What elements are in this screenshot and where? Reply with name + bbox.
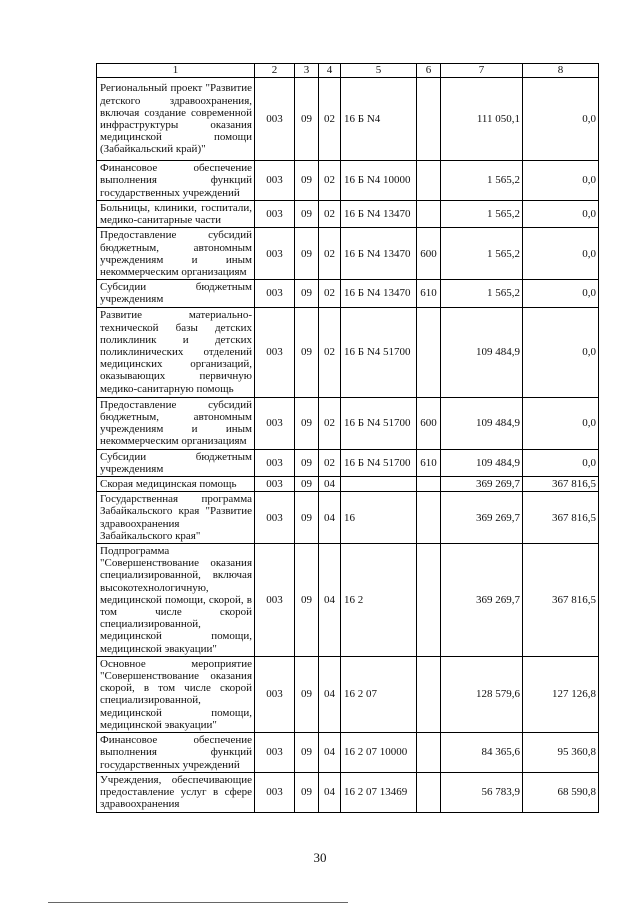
row-name: Подпрограмма "Совершенствование оказания специализированной, включая высокотехнологичную, медицинской помощи, скорой, в том числе скорой специализированной, медицинской помощи, медицинской эвакуации" (97, 544, 255, 657)
row-target-code (341, 477, 417, 492)
row-section: 09 (295, 733, 319, 773)
page-number: 30 (313, 850, 327, 865)
row-section: 09 (295, 307, 319, 397)
row-expense-type (417, 544, 441, 657)
row-target-code: 16 Б N4 13470 (341, 280, 417, 307)
row-section: 09 (295, 78, 319, 161)
header-col-5: 5 (341, 64, 417, 78)
row-amount-1: 369 269,7 (441, 477, 523, 492)
header-col-1: 1 (97, 64, 255, 78)
row-target-code: 16 2 07 13469 (341, 772, 417, 812)
row-expense-type: 610 (417, 280, 441, 307)
row-admin-code: 003 (255, 307, 295, 397)
row-subsection: 02 (319, 78, 341, 161)
row-amount-2: 0,0 (523, 280, 599, 307)
row-expense-type (417, 656, 441, 732)
row-amount-1: 109 484,9 (441, 307, 523, 397)
row-expense-type (417, 307, 441, 397)
row-subsection: 04 (319, 477, 341, 492)
row-amount-1: 1 565,2 (441, 161, 523, 201)
row-admin-code: 003 (255, 201, 295, 228)
table-row (97, 307, 599, 397)
row-amount-2: 0,0 (523, 201, 599, 228)
row-amount-2: 0,0 (523, 449, 599, 476)
row-name: Предоставление субсидий бюджетным, автономным учреждениям и иным некоммерческим организациям (97, 228, 255, 280)
row-amount-2: 127 126,8 (523, 656, 599, 732)
table-row (97, 544, 599, 657)
row-subsection: 04 (319, 544, 341, 657)
row-section: 09 (295, 449, 319, 476)
row-amount-1: 1 565,2 (441, 280, 523, 307)
row-section: 09 (295, 201, 319, 228)
table-row (97, 492, 599, 544)
row-target-code: 16 Б N4 13470 (341, 228, 417, 280)
row-subsection: 02 (319, 280, 341, 307)
table-row (97, 772, 599, 812)
row-name: Субсидии бюджетным учреждениям (97, 280, 255, 307)
row-amount-2: 367 816,5 (523, 492, 599, 544)
row-name: Государственная программа Забайкальского края "Развитие здравоохранения Забайкальского края" (97, 492, 255, 544)
row-name: Региональный проект "Развитие детского здравоохранения, включая создание современной инфраструктуры оказания медицинской помощи (Забайкальский край)" (97, 78, 255, 161)
row-expense-type (417, 477, 441, 492)
row-name: Учреждения, обеспечивающие предоставление услуг в сфере здравоохранения (97, 772, 255, 812)
row-amount-2: 0,0 (523, 307, 599, 397)
row-section: 09 (295, 228, 319, 280)
row-section: 09 (295, 477, 319, 492)
row-amount-1: 84 365,6 (441, 733, 523, 773)
row-amount-1: 109 484,9 (441, 397, 523, 449)
table-row (97, 201, 599, 228)
row-name: Финансовое обеспечение выполнения функций государственных учреждений (97, 733, 255, 773)
header-col-7: 7 (441, 64, 523, 78)
table-row (97, 228, 599, 280)
row-admin-code: 003 (255, 228, 295, 280)
scan-edge-line (48, 902, 348, 903)
row-admin-code: 003 (255, 449, 295, 476)
row-expense-type (417, 733, 441, 773)
row-name: Скорая медицинская помощь (97, 477, 255, 492)
row-target-code: 16 Б N4 51700 (341, 307, 417, 397)
row-subsection: 02 (319, 228, 341, 280)
row-subsection: 04 (319, 656, 341, 732)
row-amount-2: 95 360,8 (523, 733, 599, 773)
row-name: Основное мероприятие "Совершенствование оказания скорой, в том числе скорой специализированной, медицинской помощи, медицинской эвакуации" (97, 656, 255, 732)
header-col-6: 6 (417, 64, 441, 78)
table-row (97, 656, 599, 732)
row-amount-1: 109 484,9 (441, 449, 523, 476)
row-section: 09 (295, 544, 319, 657)
header-row (97, 64, 599, 78)
row-amount-2: 0,0 (523, 78, 599, 161)
row-admin-code: 003 (255, 656, 295, 732)
row-name: Субсидии бюджетным учреждениям (97, 449, 255, 476)
row-section: 09 (295, 656, 319, 732)
row-admin-code: 003 (255, 161, 295, 201)
row-expense-type (417, 161, 441, 201)
row-amount-2: 68 590,8 (523, 772, 599, 812)
table-row (97, 78, 599, 161)
row-target-code: 16 Б N4 10000 (341, 161, 417, 201)
row-expense-type (417, 772, 441, 812)
row-expense-type (417, 201, 441, 228)
table-row (97, 397, 599, 449)
row-admin-code: 003 (255, 733, 295, 773)
row-admin-code: 003 (255, 397, 295, 449)
row-expense-type (417, 78, 441, 161)
row-name: Финансовое обеспечение выполнения функций государственных учреждений (97, 161, 255, 201)
row-expense-type: 600 (417, 228, 441, 280)
row-expense-type (417, 492, 441, 544)
row-name: Предоставление субсидий бюджетным, автономным учреждениям и иным некоммерческим организациям (97, 397, 255, 449)
row-subsection: 02 (319, 397, 341, 449)
table-row (97, 449, 599, 476)
row-target-code: 16 (341, 492, 417, 544)
row-admin-code: 003 (255, 477, 295, 492)
row-subsection: 02 (319, 449, 341, 476)
row-section: 09 (295, 397, 319, 449)
row-target-code: 16 Б N4 51700 (341, 397, 417, 449)
row-expense-type: 610 (417, 449, 441, 476)
row-subsection: 02 (319, 307, 341, 397)
row-target-code: 16 2 (341, 544, 417, 657)
row-amount-2: 0,0 (523, 397, 599, 449)
row-amount-1: 56 783,9 (441, 772, 523, 812)
row-amount-2: 367 816,5 (523, 477, 599, 492)
header-col-3: 3 (295, 64, 319, 78)
row-amount-1: 128 579,6 (441, 656, 523, 732)
row-admin-code: 003 (255, 772, 295, 812)
header-col-2: 2 (255, 64, 295, 78)
row-target-code: 16 2 07 (341, 656, 417, 732)
row-target-code: 16 2 07 10000 (341, 733, 417, 773)
budget-table (96, 63, 599, 813)
row-amount-1: 369 269,7 (441, 544, 523, 657)
table-row (97, 733, 599, 773)
row-subsection: 04 (319, 733, 341, 773)
row-target-code: 16 Б N4 51700 (341, 449, 417, 476)
row-amount-2: 0,0 (523, 161, 599, 201)
row-amount-2: 367 816,5 (523, 544, 599, 657)
row-amount-1: 369 269,7 (441, 492, 523, 544)
row-amount-1: 1 565,2 (441, 201, 523, 228)
table-row (97, 477, 599, 492)
row-subsection: 04 (319, 772, 341, 812)
row-target-code: 16 Б N4 (341, 78, 417, 161)
row-name: Развитие материально-технической базы детских поликлиник и детских поликлинических отделений медицинских организаций, оказывающих первичную медико-санитарную помощь (97, 307, 255, 397)
row-admin-code: 003 (255, 78, 295, 161)
row-name: Больницы, клиники, госпитали, медико-санитарные части (97, 201, 255, 228)
row-admin-code: 003 (255, 544, 295, 657)
table-row (97, 161, 599, 201)
row-amount-1: 1 565,2 (441, 228, 523, 280)
row-section: 09 (295, 772, 319, 812)
row-amount-1: 111 050,1 (441, 78, 523, 161)
row-subsection: 02 (319, 201, 341, 228)
row-subsection: 04 (319, 492, 341, 544)
header-col-8: 8 (523, 64, 599, 78)
header-col-4: 4 (319, 64, 341, 78)
row-expense-type: 600 (417, 397, 441, 449)
row-admin-code: 003 (255, 280, 295, 307)
row-section: 09 (295, 492, 319, 544)
row-admin-code: 003 (255, 492, 295, 544)
row-section: 09 (295, 280, 319, 307)
row-subsection: 02 (319, 161, 341, 201)
row-target-code: 16 Б N4 13470 (341, 201, 417, 228)
table-row (97, 280, 599, 307)
row-amount-2: 0,0 (523, 228, 599, 280)
row-section: 09 (295, 161, 319, 201)
